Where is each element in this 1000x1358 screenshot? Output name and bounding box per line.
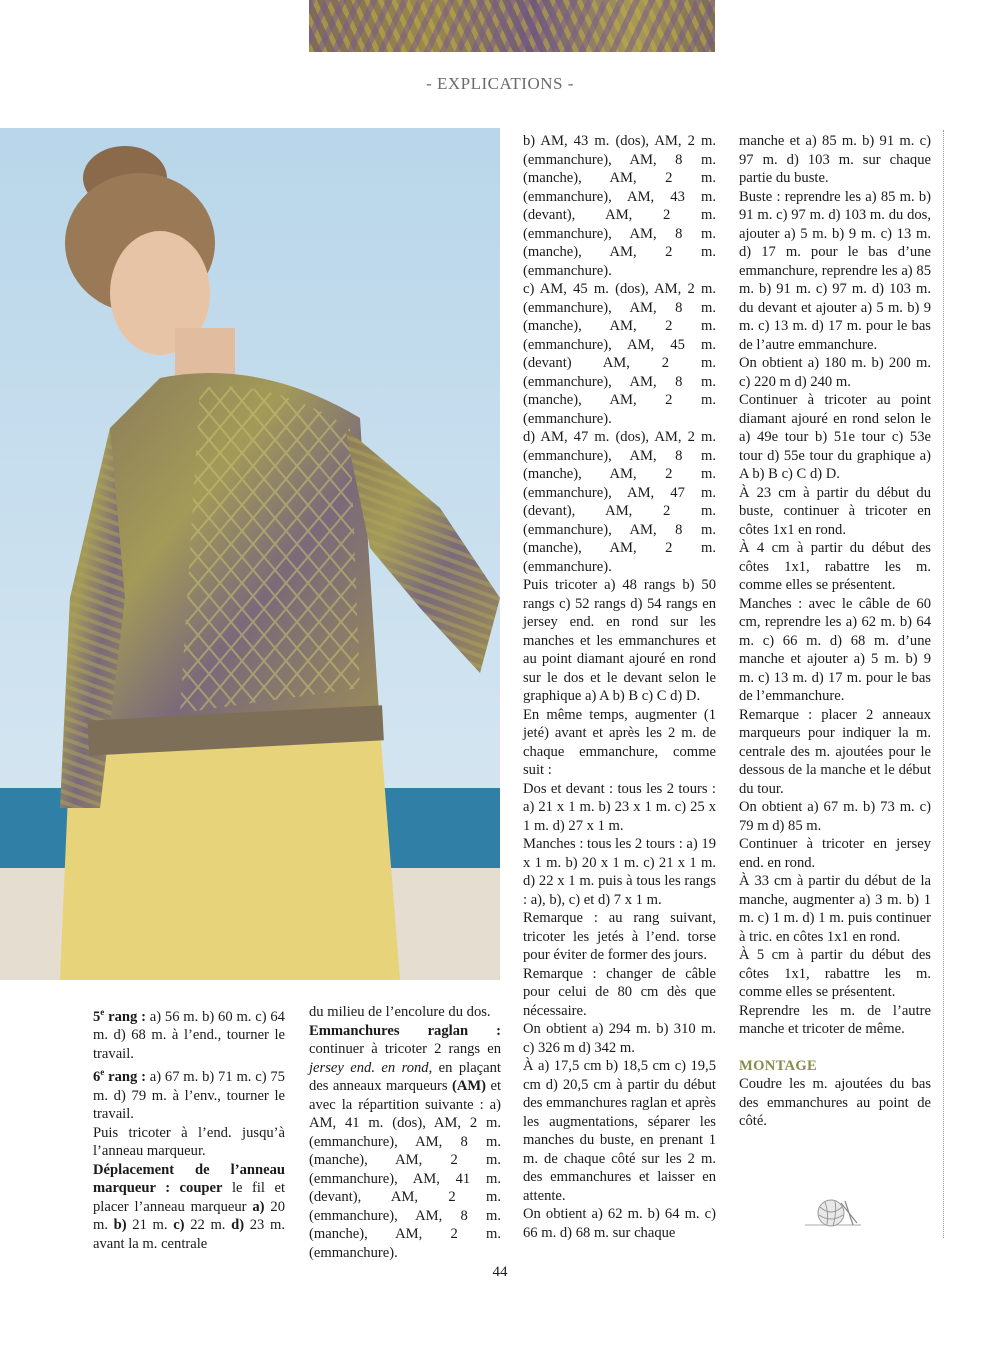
paragraph-size-b: b) AM, 43 m. (dos), AM, 2 m. (emmanchure), AM, 8 m. (manche), AM, 2 m. (emmanchure), AM, 43 m. (devant), AM, 2 m. (emmanchure), AM, 8 m. (manche), AM, 2 m. (emmanchure).	[523, 133, 716, 279]
paragraph-continuer-diamant: Continuer à tricoter au point diamant ajouré en rond selon le a) 49e tour b) 51e tour c) 53e tour d) 55e tour du graphique a) A b) B c) C d) D.	[739, 392, 931, 482]
section-title: - EXPLICATIONS -	[426, 74, 574, 93]
paragraph-emmanchures-raglan: Emmanchures raglan : continuer à tricoter 2 rangs en jersey end. en rond, en plaçant des anneaux marqueurs (AM) et avec la répartition suivante : a) AM, 41 m. (dos), AM, 2 m. (emmanchure), AM, 8 m. (manche), AM, 2 m. (emmanchure), AM, 41 m. (devant), AM, 2 m. (emmanchure), AM, 8 m. (manche), AM, 2 m. (emmanchure).	[309, 1022, 501, 1261]
text-column-4	[739, 132, 931, 1131]
paragraph-rang-6: 6e rang : a) 67 m. b) 71 m. c) 75 m. d) 79 m. à l’env., tourner le travail.	[93, 1067, 285, 1123]
paragraph-33cm: À 33 cm à partir du début de la manche, augmenter a) 3 m. b) 1 m. c) 1 m. d) 1 m. puis continuer à tric. en côtes 1x1 en rond.	[739, 873, 931, 945]
model-photo	[0, 128, 500, 980]
paragraph-manches: Manches : tous les 2 tours : a) 19 x 1 m. b) 20 x 1 m. c) 21 x 1 m. d) 22 x 1 m. puis à tous les rangs : a), b), c) et d) 7 x 1 m.	[523, 836, 716, 908]
paragraph-deplacement: Déplacement de l’anneau marqueur : couper le fil et placer l’anneau marqueur a) 20 m. b) 21 m. c) 22 m. d) 23 m. avant la m. centrale	[93, 1161, 286, 1252]
text-column-1	[93, 1003, 285, 1253]
paragraph-tricoter: Puis tricoter à l’end. jusqu’à l’anneau marqueur.	[93, 1124, 285, 1160]
paragraph-rang-5: 5e rang : a) 56 m. b) 60 m. c) 64 m. d) 68 m. à l’end., tourner le travail.	[93, 1007, 285, 1062]
paragraph-4cm: À 4 cm à partir du début des côtes 1x1, rabattre les m. comme elles se présentent.	[739, 540, 931, 593]
paragraph-size-d: d) AM, 47 m. (dos), AM, 2 m. (emmanchure), AM, 8 m. (manche), AM, 2 m. (emmanchure), AM, 47 m. (devant), AM, 2 m. (emmanchure), AM, 8 m. (manche), AM, 2 m. (emmanchure).	[523, 429, 716, 575]
column-divider	[943, 130, 944, 1238]
paragraph-manches-cable: Manches : avec le câble de 60 cm, reprendre les a) 62 m. b) 64 m. c) 66 m. d) 68 m. d’une manche et ajouter a) 5 m. b) 9 m. c) 13 m. d) 17 m. pour le bas de l’emmanchure.	[739, 595, 931, 704]
paragraph-on-obtient-4: On obtient a) 67 m. b) 73 m. c) 79 m d) 85 m.	[739, 799, 931, 834]
paragraph-meme-temps: En même temps, augmenter (1 jeté) avant et après les 2 m. de chaque emmanchure, comme suit :	[523, 706, 716, 778]
montage-heading: MONTAGE	[739, 1057, 818, 1074]
paragraph-montage: Coudre les m. ajoutées du bas des emmanchures au point de côté.	[739, 1076, 931, 1129]
paragraph-milieu-encolure: du milieu de l’encolure du dos.	[309, 1004, 491, 1020]
paragraph-on-obtient: On obtient a) 294 m. b) 310 m. c) 326 m d) 342 m.	[523, 1021, 716, 1056]
page-number: 44	[492, 1264, 508, 1280]
paragraph-on-obtient-2: On obtient a) 62 m. b) 64 m. c) 66 m. d) 68 m. sur chaque	[523, 1206, 716, 1241]
text-column-3	[523, 132, 716, 1242]
paragraph-size-c: c) AM, 45 m. (dos), AM, 2 m. (emmanchure), AM, 8 m. (manche), AM, 2 m. (emmanchure), AM, 45 m. (devant) AM, 2 m. (emmanchure), AM, 8 m. (manche), AM, 2 m. (emmanchure).	[523, 281, 716, 427]
text-column-2	[309, 1003, 501, 1262]
paragraph-remarque-1: Remarque : au rang suivant, tricoter les jetés à l’end. torse pour éviter de former des jours.	[523, 910, 716, 963]
paragraph-dos-devant: Dos et devant : tous les 2 tours : a) 21 x 1 m. b) 23 x 1 m. c) 25 x 1 m. d) 27 x 1 m.	[523, 780, 716, 834]
paragraph-jersey: Continuer à tricoter en jersey end. en rond.	[739, 836, 931, 871]
paragraph-remarque-2: Remarque : changer de câble pour celui de 80 cm dès que nécessaire.	[523, 965, 716, 1019]
paragraph-buste: Buste : reprendre les a) 85 m. b) 91 m. c) 97 m. d) 103 m. du dos, ajouter a) 5 m. b) 9 m. c) 13 m. d) 17 m. pour le bas d’une emmanchure, reprendre les a) 85 m. b) 91 m. c) 97 m. d) 103 m. du devant et ajouter a) 5 m. b) 9 m. c) 13 m. d) 17 m. pour le bas de l’autre emmanchure.	[739, 188, 931, 353]
yarn-texture-photo-strip	[309, 0, 715, 52]
yarn-ball-icon	[803, 1195, 865, 1231]
paragraph-puis-tricoter: Puis tricoter a) 48 rangs b) 50 rangs c) 52 rangs d) 54 rangs en jersey end. en rond sur les manches et les emmanchures et au point diamant ajouré en rond sur le dos et le devant selon le graphique a) A b) B c) C d) D.	[523, 577, 716, 704]
paragraph-on-obtient-3: On obtient a) 180 m. b) 200 m. c) 220 m d) 240 m.	[739, 355, 931, 390]
paragraph-manche-buste: manche et a) 85 m. b) 91 m. c) 97 m. d) 103 m. sur chaque partie du buste.	[739, 133, 931, 186]
paragraph-5cm: À 5 cm à partir du début des côtes 1x1, rabattre les m. comme elles se présentent.	[739, 947, 931, 1000]
paragraph-23cm: À 23 cm à partir du début du buste, continuer à tricoter en côtes 1x1 en rond.	[739, 484, 931, 538]
paragraph-reprendre: Reprendre les m. de l’autre manche et tricoter de même.	[739, 1002, 931, 1037]
paragraph-remarque-anneaux: Remarque : placer 2 anneaux marqueurs pour indiquer la m. centrale des m. ajoutées pour le dessous de la manche et le début du tour.	[739, 706, 931, 797]
paragraph-separer: À a) 17,5 cm b) 18,5 cm c) 19,5 cm d) 20,5 cm à partir du début des emmanchures raglan et après les augmentations, séparer les manches du buste, en prenant 1 m. de chaque côté sur les 2 m. des emmanchures et laisser en attente.	[523, 1058, 716, 1204]
